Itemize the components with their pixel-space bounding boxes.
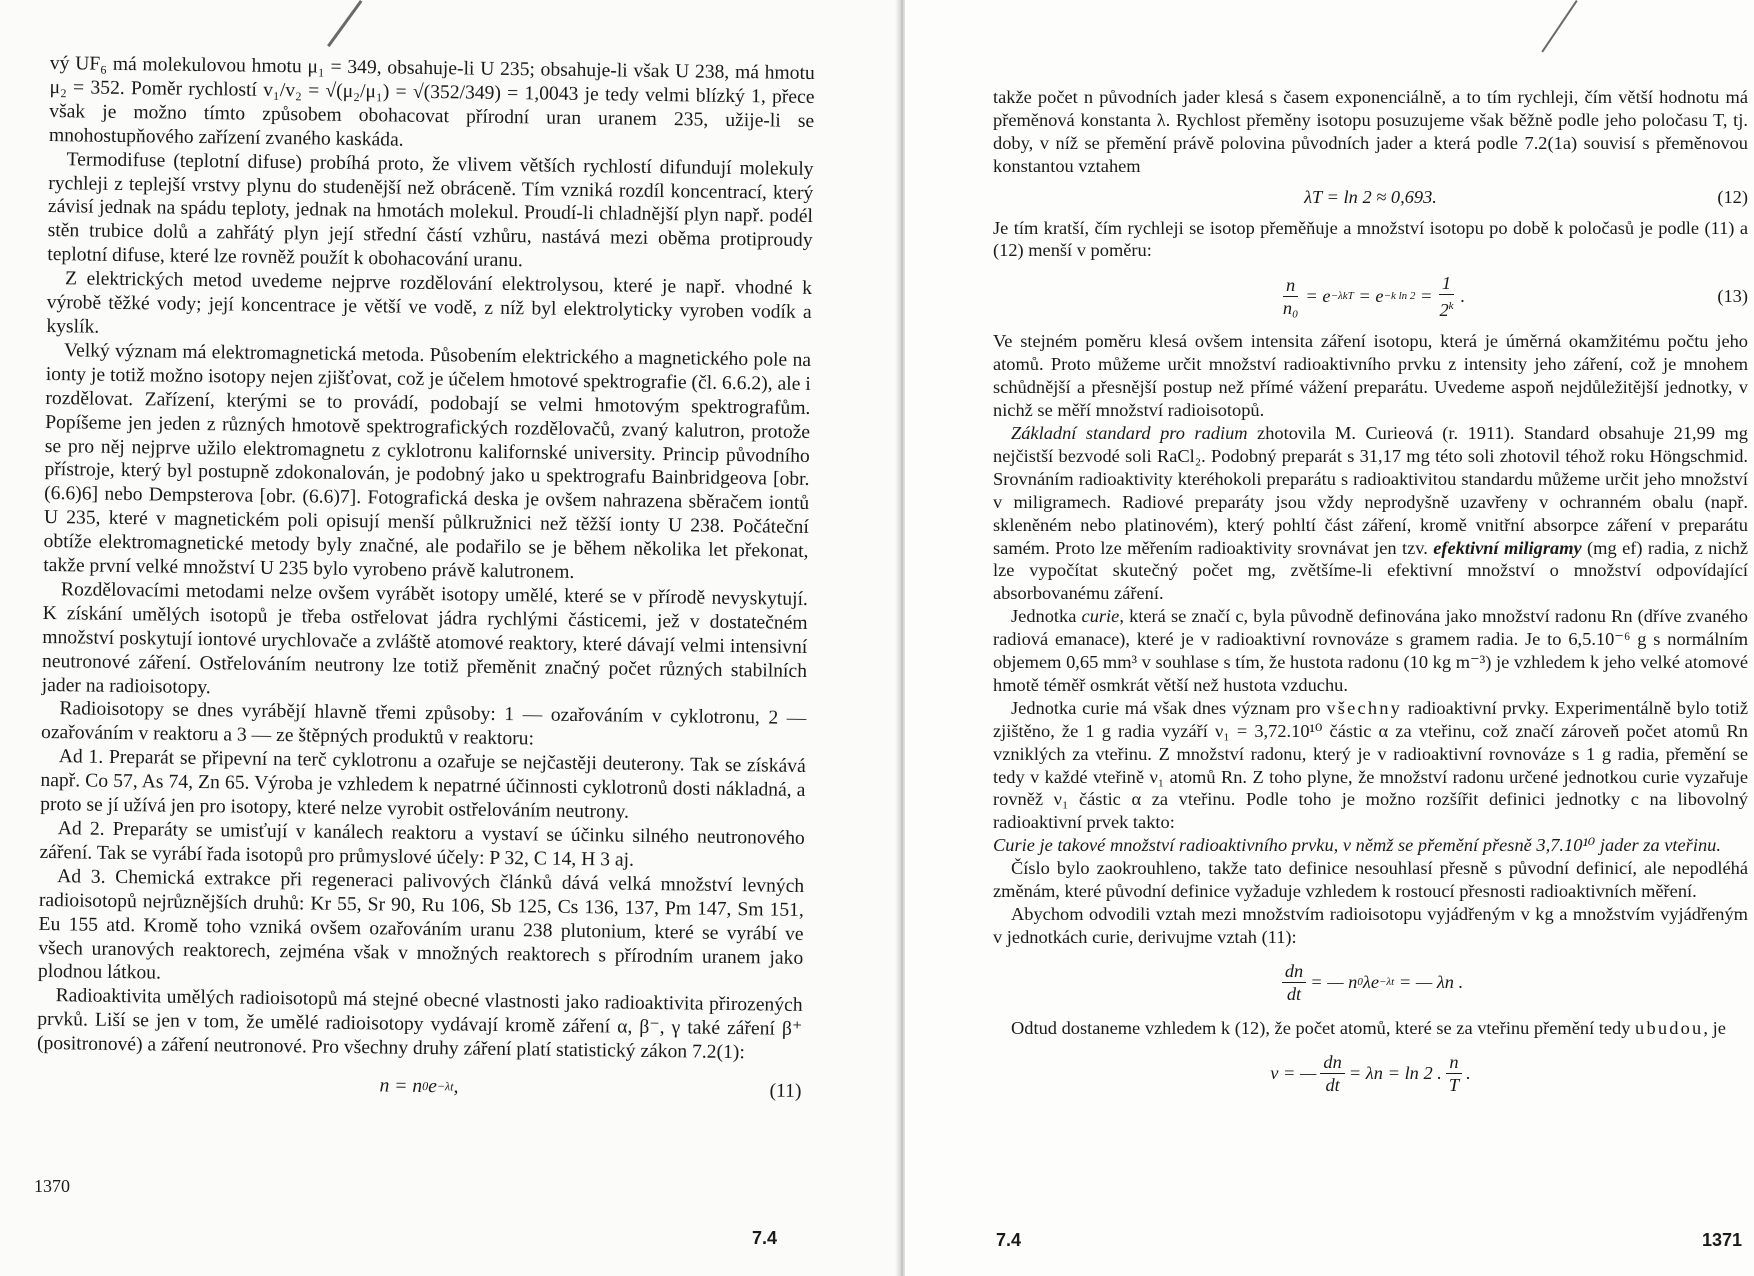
equation-12 [993,186,1748,209]
paragraph: vý UF₆ má molekulovou hmotu μ₁ = 349, obsahuje-li U 235; obsahuje-li však U 238, má hmotu μ₂ = 352. Poměr rychlostí v₁/v₂ = √(μ₂/μ₁) = √(352/349) = 1,0043 je tedy velmi blízký 1, přece však je možno tímto způsobem obohacovat přírodní uran uranem 235, užije-li se mnohostupňového zařízení zvaného kaskáda. [48,52,815,151]
fraction [1282,960,1306,1005]
paragraph: Ve stejném poměru klesá ovšem intensita záření isotopu, která je úměrná okamžitému počtu jeho atomů. Proto můžeme určit množství radioaktivního prvku z intensity jeho záření, což je mnohem schůdnější a přesnější postup než přímé vážení preparátu. Uvedeme aspoň nejdůležitější jednotky, v nichž se měří množství radioisotopů. [993,331,1748,421]
paragraph: Velký význam má elektromagnetická metoda. Působením elektrického a magnetického pole na ionty je totiž možno isotopy nejen zjišťovat, což je účelem hmotové spektrografie (čl. 6.6.2), ale i rozdělovat. Zařízení, kterými se to provádí, podobají se velmi hmotovým spektrografům. Popíšeme jen jeden z různých hmotově spektrografických rozdělovačů, zvaný kalutron, protože se pro něj nejprve užilo elektromagnetu z cyklotronu kalifornské university. Princip původního přístroje, který byl postupně zdokonalován, je podobný jako u spektrografu Bainbridgeova [obr. (6.6)6] nebo Dempsterova [obr. (6.6)7]. Fotografická deska je ovšem nahrazena sběračem iontů U 235, které v magnetickém poli opisují menší půlkružnici než těžší ionty U 238. Počáteční obtíže elektromagnetické metody byly značné, ale podařilo se je během několika let překonat, takže první velké množství U 235 bylo vyrobeno právě kalutronem. [43,340,812,583]
right-text-column [993,86,1748,1108]
page-number: 1370 [34,1176,70,1196]
page-number: 1371 [1702,1230,1743,1250]
eq-part: = λn = ln 2 . [1348,1063,1442,1084]
paragraph [993,605,1748,697]
equation-11 [36,1070,801,1104]
fraction [1280,274,1302,319]
equation-13 [993,268,1748,324]
eq-sup: −k ln 2 [1383,289,1416,302]
equation-number: (11) [769,1080,802,1102]
fraction [1446,1051,1462,1096]
text: Jednotka [1011,606,1082,627]
left-text-column [36,52,815,1110]
paragraph: Abychom odvodili vztah mezi množstvím radioisotopu vyjádřeným v kg a množstvím vyjádřeným v jednotkách curie, derivujme vztah (11): [993,904,1748,947]
scan-artifact-line [327,0,362,47]
spaced-term: všechny [1326,697,1403,718]
fraction-bottom: n₀ [1282,297,1299,318]
fraction [1436,272,1456,321]
eq-tail: . [1460,285,1466,306]
fraction-top: dn [1282,960,1306,983]
eq-tail: . [1466,1063,1471,1084]
text: Jednotka curie má však dnes význam pro [1011,697,1327,718]
text: (mg ef) radia, z nichž lze vypočítat skutečný počet mg, zvětšíme-li efektivní množství o množství odpovídající absorbovanému záření. [993,537,1748,604]
eq-text: λT = ln 2 ≈ 0,693. [1304,186,1437,207]
eq-sub: 0 [422,1079,429,1094]
paragraph [993,697,1748,834]
eq-sub: 0 [1357,976,1363,989]
fraction [1320,1051,1344,1096]
paragraph: Rozdělovacími metodami nelze ovšem vyrábět isotopy umělé, které se v přírodě nevyskytují. K získání umělých isotopů je třeba ostřelovat jádra rychlými částicemi, jež v dostatečném množství poskytují iontové urychlovače a zvláště atomové reaktory, které dávají velmi intensivní neutronové záření. Ostřelováním neutrony lze totiž přeměnit značný počet různých stabilních jader na radioisotopy. [41,579,809,698]
fraction-top: n [1446,1051,1461,1074]
fraction-top: dn [1320,1051,1344,1074]
scan-artifact-line [1541,0,1577,53]
fraction-bottom: dt [1286,984,1302,1005]
fraction-bottom [1436,295,1456,321]
eq-part: = — λn . [1398,972,1464,993]
base: 2 [1439,299,1449,320]
definition: Curie je takové množství radioaktivního prvku, v němž se přemění přesně 3,7.10¹⁰ jader za vteřinu. [993,835,1721,856]
paragraph: Ad 1. Preparát se připevní na terč cyklotronu a ozařuje se nejčastěji deuterony. Tak se získává např. Co 57, As 74, Zn 65. Výroba je vzhledem k nepatrné účinnosti cyklotronů dosti nákladná, a proto se jí užívá jen pro isotopy, které nelze vyrobit ostřelováním neutrony. [40,746,806,823]
eq-part: = — n [1310,972,1358,993]
italic-term: curie [1081,606,1120,627]
paragraph: Z elektrických metod uvedeme nejprve rozdělování elektrolysou, které je např. vhodné k výrobě těžké vody; její koncentrace je větší ve vodě, z níž byl elektrolyticky vyroben vodík a kyslík. [46,268,813,338]
fraction-bottom: T [1448,1075,1460,1096]
eq-part: λe [1362,972,1379,993]
section-number: 7.4 [996,1230,1022,1250]
italic-term: Základní standard pro radium [1011,422,1248,443]
italic-term: efektivní miligramy [1433,537,1582,558]
fraction-top: n [1283,274,1298,297]
paragraph: Termodifuse (teplotní difuse) probíhá proto, že vlivem větších rychlostí difundují molekuly rychleji z teplejší vrstvy plynu do studenější než obráceně. Tím vzniká rozdíl koncentrací, který závisí jednak na spádu teploty, jednak na hmotách molekul. Proudí-li chladnější plyn např. podél stěn trubice dolů a zahřátý plyn její střední částí vzhůru, nastává mezi oběma protiproudy teplotní difuse, které lze rovněž použít k obohacování uranu. [47,148,814,272]
paragraph [993,422,1748,605]
text: Odtud dostaneme vzhledem k (12), že počet atomů, které se za vteřinu přemění tedy [1011,1017,1636,1038]
eq-sup: −λkT [1330,289,1354,302]
eq-part: = [1420,285,1433,306]
equation-number: (12) [1717,186,1748,207]
eq-sup: −λt [436,1079,454,1094]
equation-derivative [993,955,1748,1011]
equation-number: (13) [1717,285,1748,306]
eq-sup: k [1448,299,1454,312]
paragraph: Ad 3. Chemická extrakce při regeneraci palivových článků dává velká množství levných radioisotopů nejrůznějších druhů: Kr 55, Sr 90, Ru 106, Sb 125, Cs 136, 137, Pm 147, Sm 151, Eu 155 atd. Kromě toho vzniká ovšem ozařováním uranu 238 plutonium, které se vyrábí ve všech uranových reaktorech, zejména však v množných reaktorech s přírodním uranem jako plodnou látkou. [37,865,805,984]
text: , která se značí c, byla původně definována jako množství radonu Rn (dříve zvaného radiová emanace), které je v radioaktivní rovnováze s gramem radia. Je to 6,5.10⁻⁶ g s normálním objemem 0,65 mm³ v souhlase s tím, že hustota radonu (10 kg m⁻³) je vzhledem k jeho velké atomové hmotě téměř osmkrát větší než hustota vzduchu. [993,606,1748,695]
paragraph: Radioaktivita umělých radioisotopů má stejné obecné vlastnosti jako radioaktivita přirozených prvků. Liší se jen v tom, že umělé radioisotopy vydávají kromě záření α, β⁻, γ také záření β⁺ (positronové) a záření neutronové. Pro všechny druhy záření platí statistický zákon 7.2(1): [36,985,803,1064]
eq-part: = e [1305,285,1331,306]
paragraph: Číslo bylo zaokrouhleno, takže tato definice nesouhlasí přesně s původní definicí, ale nepodléhá změnám, které původní definice vyžaduje vzhledem k rostoucí přesnosti radioaktivních měření. [993,858,1748,902]
eq-tail: , [453,1076,459,1098]
equation-activity [993,1046,1748,1102]
spaced-term: ubudou [1635,1017,1704,1038]
eq-part: ν = — [1270,1063,1317,1084]
fraction-top: 1 [1439,272,1454,295]
text: , je [1703,1017,1726,1038]
eq-part: = e [1358,285,1384,306]
text: radioaktivní prvky. Experimentálně bylo totiž zjištěno, že 1 g radia vyzáří ν₁ = 3,72.10¹⁰ částic α za vteřinu, což značí zároveň počet atomů Rn vzniklých za vteřinu. Z množství radonu, který je v radioaktivní rovnováze s 1 g radia, přemění se tedy v každé vteřině ν₁ atomů Rn. Z toho plyne, že množství radonu určené jednotkou curie vyzařuje rovněž ν₁ částic α za vteřinu. Podle toho je možno rozšířit definici jednotky c na libovolný radioaktivní prvek takto: [993,697,1748,833]
fraction-bottom: dt [1325,1075,1340,1096]
eq-sup: −λt [1379,976,1395,989]
paragraph: takže počet n původních jader klesá s časem exponenciálně, a to tím rychleji, čím větší hodnotu má přeměnová konstanta λ. Rychlost přeměny isotopu posuzujeme však běžně podle jeho poločasu T, tj. doby, v níž se přemění právě polovina původních jader a která podle 7.2(1a) souvisí s přeměnovou konstantou vztahem [993,87,1748,176]
eq-rhs: e [428,1076,438,1098]
text: zhotovila M. Curieová (r. 1911). Standard obsahuje 21,99 mg nejčistší bezvodé soli RaCl₂. Podobný preparát s 31,17 mg této soli zhotovil téhož roku Höngschmid. Srovnáním radioaktivity kteréhokoli preparátu s radioaktivitou standardu můžeme určit jeho množství v miligramech. Radiové preparáty jsou vždy neprodyšně uzavřeny v ochranném obalu (např. skleněném nebo platinovém), který pohltí část záření, kromě vnitřní absorpce záření v preparátu samém. Proto lze měřením radioaktivity srovnávat jen tzv. [993,422,1748,558]
eq-lhs: n = n [379,1075,423,1098]
paragraph: Radioisotopy se dnes vyrábějí hlavně třemi způsoby: 1 — ozařováním v cyklotronu, 2 — ozařováním v reaktoru a 3 — ze štěpných produktů v reaktoru: [40,698,807,750]
paragraph: Ad 2. Preparáty se umisťují v kanálech reaktoru a vystaví se účinku silného neutronového záření. Tak se vyrábí řada isotopů pro průmyslové účely: P 32, C 14, H 3 aj. [39,818,805,871]
section-number: 7.4 [752,1228,778,1248]
paragraph [993,1017,1748,1040]
paragraph: Je tím kratší, čím rychleji se isotop přeměňuje a množství isotopu po době k poločasů je podle (11) a (12) menší v poměru: [993,217,1748,261]
